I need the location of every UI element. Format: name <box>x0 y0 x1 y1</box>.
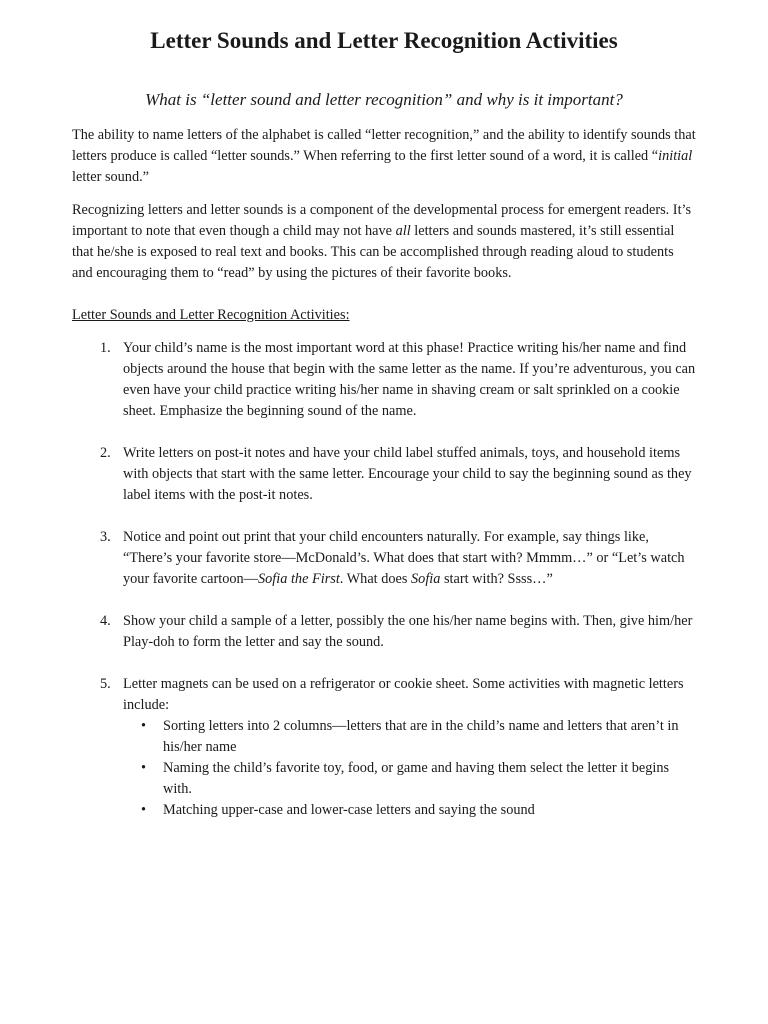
bullet-icon: • <box>141 718 147 734</box>
list-item <box>72 674 696 821</box>
bullet-item <box>123 800 696 821</box>
list-item-text: Letter magnets can be used on a refrigerator or cookie sheet. Some activities with magnetic letters include: <box>123 676 684 713</box>
list-item <box>72 338 696 422</box>
text-run: letters and sounds mastered, it’s still essential that he/she is exposed to real text and books. This can be accomplished through reading aloud to students and encouraging them to “read” by using the pictures of their favorite books. <box>72 223 675 281</box>
list-number: 4. <box>100 613 111 629</box>
list-number: 1. <box>100 340 111 356</box>
bullet-icon: • <box>141 760 147 776</box>
text-run: The ability to name letters of the alphabet is called “letter recognition,” and the ability to identify sounds that letters produce is called “letter sounds.” When referring to the first letter sound of a word, it is called “ <box>72 127 696 164</box>
text-run: letter sound.” <box>72 169 150 185</box>
emphasis-text: initial <box>658 148 693 164</box>
bullet-text: Matching upper-case and lower-case letters and saying the sound <box>163 802 535 818</box>
list-number: 2. <box>100 445 111 461</box>
activities-list <box>72 338 696 821</box>
list-item-text <box>123 529 685 587</box>
bullet-item <box>123 716 696 758</box>
list-item-text: Write letters on post-it notes and have your child label stuffed animals, toys, and household items with objects that start with the same letter. Encourage your child to say the beginning sound as they label items with the post-it notes. <box>123 445 692 503</box>
emphasis-text: all <box>395 223 411 239</box>
list-item <box>72 611 696 653</box>
text-run: Recognizing letters and letter sounds is a component of the developmental process for emergent readers. It’s important to note that even though a child may not have <box>72 202 692 239</box>
bullet-text: Naming the child’s favorite toy, food, or game and having them select the letter it begins with. <box>163 760 670 797</box>
bullet-text: Sorting letters into 2 columns—letters that are in the child’s name and letters that aren’t in his/her name <box>163 718 679 755</box>
document-title: Letter Sounds and Letter Recognition Activities <box>150 28 618 53</box>
section-heading: Letter Sounds and Letter Recognition Activities: <box>72 307 350 323</box>
text-run: start with? Ssss…” <box>440 571 553 587</box>
emphasis-text: Sofia the First <box>257 571 340 587</box>
bullet-list <box>123 716 696 821</box>
list-item-text: Your child’s name is the most important word at this phase! Practice writing his/her name and find objects around the house that begin with the same letter as the name. If you’re adventurous, you can even have your child practice writing his/her name in shaving cream or salt sprinkled on a cookie sheet. Emphasize the beginning sound of the name. <box>123 340 696 419</box>
list-item <box>72 443 696 506</box>
list-number: 3. <box>100 529 111 545</box>
list-item-text: Show your child a sample of a letter, possibly the one his/her name begins with. Then, give him/her Play-doh to form the letter and say the sound. <box>123 613 693 650</box>
bullet-item <box>123 758 696 800</box>
intro-paragraph-2 <box>72 200 696 284</box>
list-number: 5. <box>100 676 111 692</box>
document-subtitle: What is “letter sound and letter recognition” and why is it important? <box>145 90 623 109</box>
intro-paragraph-1 <box>72 125 696 188</box>
emphasis-text: Sofia <box>411 571 441 587</box>
list-item <box>72 527 696 590</box>
bullet-icon: • <box>141 802 147 818</box>
text-run: . What does <box>339 571 412 587</box>
text-run: Notice and point out print that your child encounters naturally. For example, say things like, “There’s your favorite store—McDonald’s. What does that start with? Mmmm…” or “Let’s watch your favorite cartoon— <box>123 529 685 587</box>
